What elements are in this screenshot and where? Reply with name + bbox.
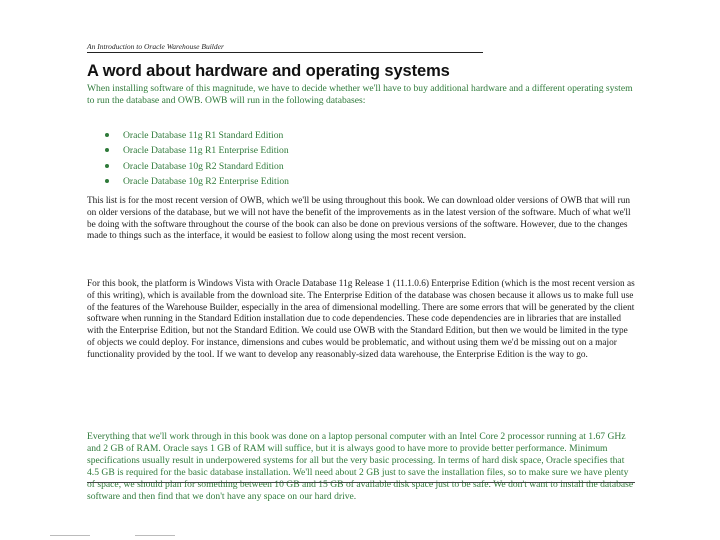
list-item <box>105 159 289 174</box>
list-item <box>105 174 289 189</box>
footer-mark <box>50 535 90 536</box>
bullet-icon <box>105 133 109 137</box>
bullet-icon <box>105 164 109 168</box>
section-title: A word about hardware and operating systems <box>87 62 450 80</box>
body-paragraph-platform: For this book, the platform is Windows Vista with Oracle Database 11g Release 1 (11.1.0.6) Enterprise Edition (which is the most recent version as of this writing), which is available from the download site. The Enterprise Edition of the database was chosen because it allows us to make full use of the features of the Warehouse Builder, especially in the area of dimensional modelling. There are some errors that will be generated by the client software when running in the Standard Edition installation due to code dependencies. These code dependencies are in libraries that are installed with the Enterprise Edition, but not the Standard Edition. We could use OWB with the Standard Edition, but then we would be limited in the type of objects we could deploy. For instance, dimensions and cubes would be problematic, and without using them we'd be missing out on a major functionality provided by the tool. If we want to develop any reasonably-sized data warehouse, the Enterprise Edition is the way to go. <box>87 279 635 360</box>
intro-paragraph: When installing software of this magnitude, we have to decide whether we'll have to buy additional hardware and a different operating system to run the database and OWB. OWB will run in the following databases: <box>87 83 633 106</box>
divider-line <box>87 482 635 483</box>
list-item <box>105 143 289 158</box>
bullet-icon <box>105 179 109 183</box>
database-edition: Oracle Database 10g R2 Standard Edition <box>123 160 284 172</box>
database-list <box>105 128 289 190</box>
footer-mark <box>135 535 175 536</box>
body-paragraph-hardware: Everything that we'll work through in this book was done on a laptop personal computer with an Intel Core 2 processor running at 1.67 GHz and 2 GB of RAM. Oracle says 1 GB of RAM will suffice, but it is always good to have more to provide better performance. Minimum specifications usually result in underpowered systems for all but the very basic processing. In terms of hard disk space, Oracle specifies that 4.5 GB is required for the basic database installation. We'll need about 2 GB just to save the installation files, so to make sure we have plenty of space, we should plan for something between 10 GB and 15 GB of available disk space just to be safe. We don't want to install the database software and then find that we don't have any space on our hard drive. <box>87 431 634 502</box>
page-footer-marks <box>50 535 180 537</box>
body-paragraph-versions: This list is for the most recent version of OWB, which we'll be using throughout this book. We can download older versions of OWB that will run on older versions of the database, but we will not have the benefit of the improvements as in the latest version of the software. Much of what we'll be doing with the software throughout the course of the book can also be done on previous versions of the software. However, due to the changes made to things such as the interface, it would be easiest to follow along using the most recent version. <box>87 196 631 242</box>
database-edition: Oracle Database 10g R2 Enterprise Edition <box>123 176 289 188</box>
running-head: An Introduction to Oracle Warehouse Builder <box>87 42 483 53</box>
bullet-icon <box>105 148 109 152</box>
database-edition: Oracle Database 11g R1 Enterprise Edition <box>123 145 289 157</box>
database-edition: Oracle Database 11g R1 Standard Edition <box>123 130 284 141</box>
list-item <box>105 128 289 143</box>
